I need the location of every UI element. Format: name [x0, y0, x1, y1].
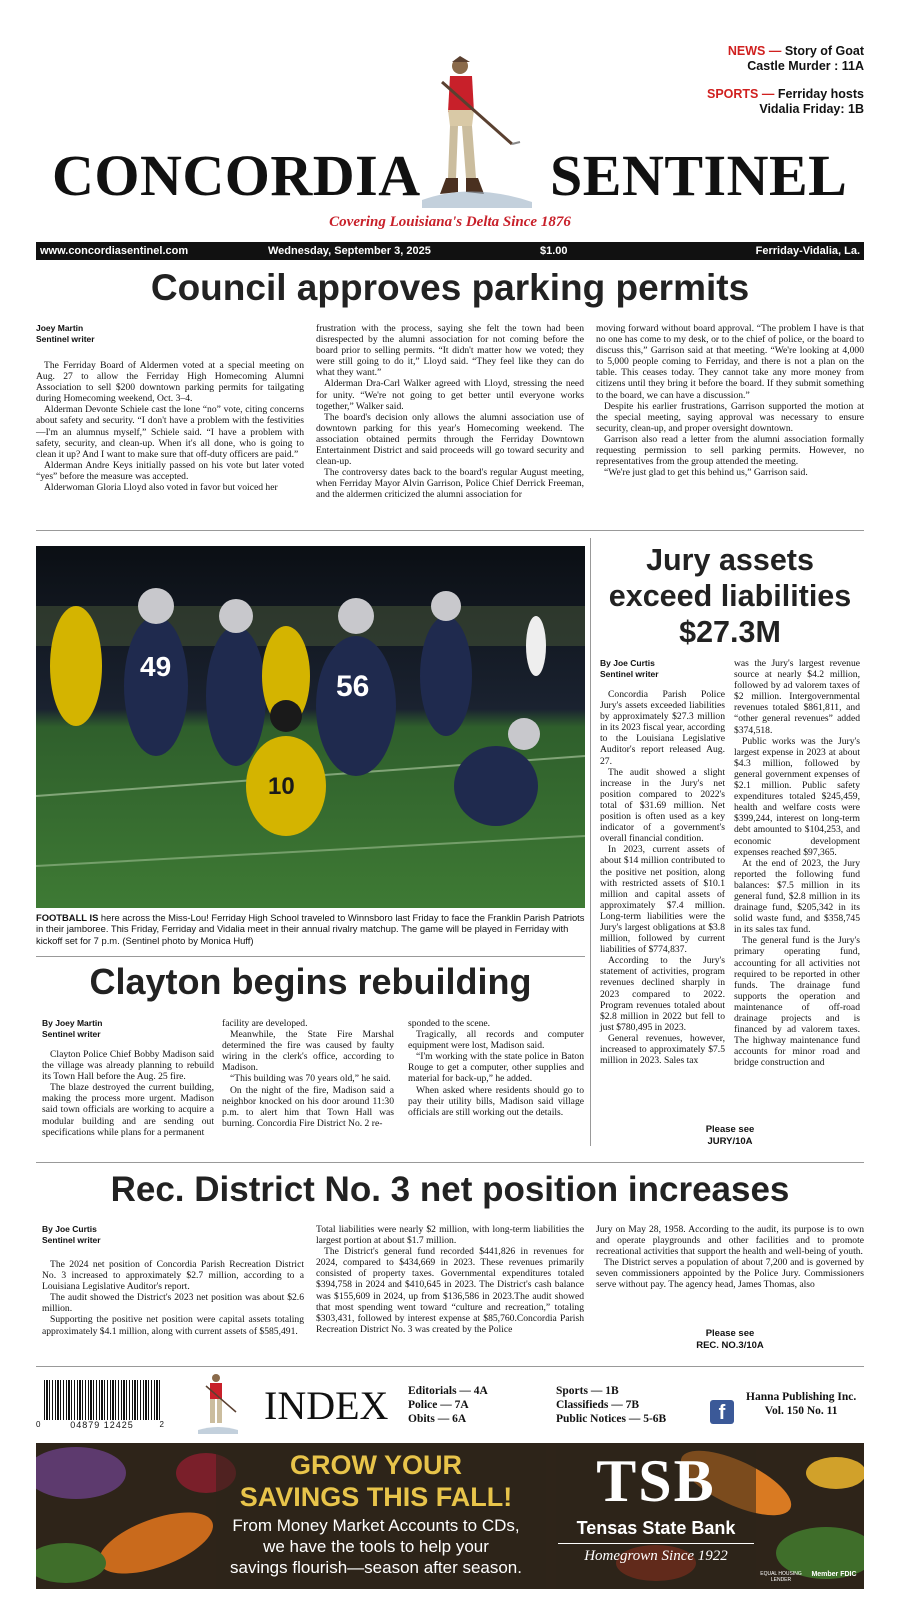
see-also-page: JURY/10A — [707, 1136, 753, 1147]
jersey-number: 49 — [140, 651, 172, 682]
story-headline[interactable]: Clayton begins rebuilding — [89, 961, 532, 1002]
ad-body-line: we have the tools to help your — [263, 1537, 489, 1556]
ad-headline-line: SAVINGS THIS FALL! — [239, 1482, 513, 1512]
paragraph: Despite his earlier frustrations, Garrison supported the motion at the special meeting, saying approval was necessary to ensure security, clean-up, and proper oversight downtown. — [596, 400, 864, 434]
paragraph: Alderman Dra-Carl Walker agreed with Lloyd, stressing the need for unity. “We're not going to get better until everyone works together,” Walker said. — [316, 378, 584, 412]
teaser-kicker: NEWS — — [727, 44, 782, 58]
see-also-page: REC. NO.3/10A — [696, 1340, 764, 1351]
barcode — [36, 1376, 164, 1434]
paragraph: Tragically, all records and computer equipment were lost, Madison said. — [408, 1029, 584, 1052]
photo-caption — [36, 912, 585, 946]
teaser-line: Ferriday hosts — [777, 87, 864, 101]
paragraph: The general fund is the Jury's primary operating fund, accounting for all activities not required to be reported in other funds. The drainage fund supports the operation and maintenance of off-road drainage projects and is financed by ad valorem taxes. The highway maintenance fund accounts for minor road and bridge construction and — [734, 935, 860, 1069]
barcode-left-digit: 0 — [36, 1420, 41, 1429]
byline-name: By Joey Martin — [42, 1018, 103, 1028]
byline-title: Sentinel writer — [42, 1028, 101, 1039]
bank-advertisement[interactable] — [36, 1443, 864, 1589]
bank-slogan: Homegrown Since 1922 — [584, 1548, 728, 1564]
section-divider — [36, 956, 585, 957]
teaser-line: Vidalia Friday: 1B — [759, 102, 864, 116]
index-title: INDEX — [264, 1383, 389, 1428]
paragraph: “We're just glad to get this behind us,” Garrison said. — [604, 467, 808, 479]
index-column — [556, 1384, 666, 1426]
paragraph: Meanwhile, the State Fire Marshal determined the fire was caused by faulty wiring in the clerk's office, according to Madison. — [222, 1029, 394, 1074]
football-photo[interactable] — [36, 546, 585, 908]
paragraph: moving forward without board approval. “The problem I have is that no one has come to my desk, or to the chief of police, or the board to discuss this,” Garrison said at that meeting. “We're looking at 4,000 to 5,000 people coming to Ferriday, and there is not a plan on the table. This ceases today. They cannot take any more money from citizens until they bring it before the board. If they submit something to the board, we can have a discussion.” — [596, 323, 864, 401]
see-also-jury[interactable] — [660, 1124, 800, 1148]
index-entry[interactable]: Editorials — 4A — [408, 1385, 488, 1397]
story-column — [596, 1224, 864, 1291]
caption-lead: FOOTBALL IS — [36, 912, 99, 923]
bank-logo: TSB — [596, 1448, 716, 1514]
masthead-tagline: Covering Louisiana's Delta Since 1876 — [329, 214, 571, 230]
headline-line: $27.3M — [679, 615, 781, 649]
paragraph: was the Jury's largest revenue source at nearly $4.2 million, followed by ad valorem taxes of $2 million. Intergovernmental revenues totaled $861,811, and “other general revenues” added $374,518. — [734, 658, 860, 736]
index-entry[interactable]: Sports — 1B — [556, 1385, 619, 1397]
paragraph: The Ferriday Board of Aldermen voted at a special meeting on Aug. 27 to allow the Ferriday High Homecoming Alumni Association to sell $200 downtown parking permits for tailgating during Homecoming weekend, Oct. 3–4. — [36, 360, 304, 405]
paragraph: When asked where residents should go to pay their utility bills, Madison said village officials are still working out the details. — [408, 1084, 584, 1118]
ad-body-line: From Money Market Accounts to CDs, — [232, 1516, 520, 1535]
website-link[interactable]: www.concordiasentinel.com — [40, 245, 189, 257]
story-column — [596, 323, 864, 478]
index-entry[interactable]: Public Notices — 5-6B — [556, 1413, 667, 1425]
story-column — [734, 658, 860, 1068]
issue-date: Wednesday, September 3, 2025 — [268, 245, 431, 257]
barcode-digits: 04879 12425 — [70, 1420, 134, 1430]
paragraph: The controversy dates back to the board's regular August meeting, when Ferriday Mayor Alvin Garrison, Police Chief Derrick Freeman, and the aldermen criticized the alumni association for — [316, 467, 584, 501]
publisher-name: Hanna Publishing Inc. — [746, 1391, 857, 1403]
story-column — [36, 323, 304, 493]
publisher-block — [746, 1390, 856, 1418]
byline-name: Joey Martin — [36, 323, 84, 333]
teaser-sports[interactable] — [707, 87, 864, 117]
ad-body-line: savings flourish—season after season. — [230, 1558, 522, 1577]
teaser-news[interactable] — [728, 44, 864, 74]
story-column — [316, 1224, 584, 1335]
byline-title: Sentinel writer — [600, 668, 659, 679]
column-divider — [590, 538, 591, 1146]
teaser-kicker: SPORTS — — [707, 87, 775, 101]
info-bar — [36, 242, 864, 260]
byline-title: Sentinel writer — [42, 1234, 101, 1245]
barcode-right-digit: 2 — [159, 1420, 164, 1429]
story-headline[interactable]: Rec. District No. 3 net position increases — [110, 1170, 790, 1209]
paragraph: The board's decision only allows the alumni association use of downtown parking for this year's Homecoming weekend. The association obtained permits through the Ferriday Downtown Entertainment District and said proceeds will go toward security and clean-up. — [316, 411, 584, 468]
paragraph: Supporting the positive net position were capital assets totaling approximately $4.1 million, along with current assets of $585,491. — [42, 1314, 304, 1337]
jersey-number: 10 — [268, 773, 295, 800]
minuteman-logo-icon — [412, 52, 542, 212]
masthead-left-word: CONCORDIA — [52, 143, 421, 208]
barcode-bars — [44, 1380, 162, 1420]
paragraph: According to the Jury's statement of activities, program revenues declined sharply in 2023 compared to 2022. Program revenues totaled about $2.8 million in 2022 but fell to just $780,495 in 2023. — [600, 955, 725, 1033]
ad-divider — [558, 1543, 754, 1544]
paragraph: The audit showed the District's 2023 net position was about $2.6 million. — [42, 1292, 304, 1315]
index-entry[interactable]: Police — 7A — [408, 1399, 469, 1411]
paragraph: “I'm working with the state police in Baton Rouge to get a computer, other supplies and material for back-up,” he added. — [408, 1051, 584, 1085]
byline-name: By Joe Curtis — [42, 1224, 97, 1234]
teaser-line: Castle Murder : 11A — [747, 59, 864, 73]
facebook-icon[interactable]: f — [710, 1400, 734, 1424]
football-photo-illustration — [36, 546, 585, 908]
see-also-rec[interactable] — [660, 1328, 800, 1352]
paragraph: Public works was the Jury's largest expense in 2023 at about $4.3 million, followed by general government expenses of $2.1 million. Public safety expenditures totaled $245,459, health and welfare costs were $399,244, interest on long-term debt amounted to $104,253, and economic development expenses reached $97,365. — [734, 735, 860, 858]
paragraph: The 2024 net position of Concordia Parish Recreation District No. 3 increased to approximately $2.7 million, according to a Louisiana Legislative Auditor's report. — [42, 1259, 304, 1293]
story-column — [42, 1224, 304, 1337]
paragraph: General revenues, however, increased to approximately $7.5 million in 2023. Sales tax — [600, 1032, 725, 1067]
masthead-right-word: SENTINEL — [550, 143, 848, 208]
paragraph: Alderman Devonte Schiele cast the lone “no” vote, citing concerns about safety and security. “I don't have a problem with the festivities—I'm an alumnus myself,” Schiele said. “I have a problem with safety, security, and clean-up. When it's all done, who is going to clean it up? And I want to make sure that off-duty officers are paid.” — [36, 404, 304, 460]
location: Ferriday-Vidalia, La. — [755, 245, 860, 257]
jersey-number: 56 — [336, 670, 370, 703]
paragraph: Total liabilities were nearly $2 million, with long-term liabilities the largest portion at about $1.7 million. — [316, 1224, 584, 1247]
price: $1.00 — [540, 245, 568, 257]
paragraph: The District serves a population of about 7,200 and is governed by seven commissioners appointed by the Police Jury. Commissioners serve without pay. The agency head, James Thomas, also — [596, 1257, 864, 1291]
fdic-badge: Member FDIC — [811, 1571, 857, 1578]
paragraph: facility are developed. — [222, 1018, 308, 1029]
see-also-label: Please see — [705, 1124, 755, 1135]
section-divider — [36, 1366, 864, 1367]
story-column — [408, 1018, 584, 1118]
see-also-label: Please see — [705, 1328, 755, 1339]
paragraph: The audit showed a slight increase in the Jury's net position compared to 2022's total of $31.69 million. Net position is often used as a key indicator of a government's overall financial condition. — [600, 766, 725, 845]
minuteman-small-icon — [196, 1372, 240, 1434]
headline-line: Jury assets — [646, 543, 814, 577]
paragraph: Concordia Parish Police Jury's assets exceeded liabilities by approximately $27.3 million in its 2023 fiscal year, according to the Louisiana Legislative Auditor's report released Aug. 27. — [600, 689, 725, 767]
story-column — [316, 323, 584, 501]
paragraph: The District's general fund recorded $441,826 in revenues for 2024, compared to $434,669 in 2023. These revenues primarily consisted of property taxes. Governmental expenditures totaled $394,758 in 2024 and $410,645 in 2023. The District's cash balance was $155,609 in 2024, up from $136,586 in 2023.The audit showed that most spending went toward “culture and recreation,” totaling $303,431, followed by interest expense at $85,760.Concordia Parish Recreation District No. 3 was created by the Police — [316, 1246, 584, 1335]
paragraph: The blaze destroyed the current building, making the process more urgent. Madison said town officials are working to acquire a modular building and are sending out specifications while plans for a permanent — [42, 1082, 214, 1138]
byline-title: Sentinel writer — [36, 333, 95, 344]
story-headline[interactable]: Council approves parking permits — [150, 267, 750, 308]
byline-name: By Joe Curtis — [600, 658, 655, 668]
ad-headline-line: GROW YOUR — [289, 1450, 462, 1480]
paragraph: Alderwoman Gloria Lloyd also voted in favor but voiced her — [44, 482, 278, 494]
section-divider — [36, 1162, 864, 1163]
index-column — [408, 1384, 488, 1426]
paragraph: Clayton Police Chief Bobby Madison said the village was already planning to rebuild its Town Hall before the Aug. 25 fire. — [42, 1049, 214, 1083]
paragraph: On the night of the fire, Madison said a neighbor knocked on his door around 11:30 p.m. to alert him that Town Hall was burning. Concordia Fire District No. 2 re- — [222, 1084, 394, 1129]
equal-housing-badge: EQUAL HOUSING LENDER — [760, 1571, 802, 1583]
paragraph: sponded to the scene. — [408, 1018, 491, 1029]
caption-text: here across the Miss-Lou! Ferriday High School traveled to Winnsboro last Friday to face the Franklin Parish Patriots in their jamboree. This Friday, Ferriday and Vidalia meet in their annual rivalry matchup. The game will be played in Ferriday with kickoff set for 7 p.m. (Sentinel photo by Monica Huff) — [36, 912, 585, 946]
volume-number: Vol. 150 No. 11 — [764, 1405, 838, 1417]
section-divider — [36, 530, 864, 531]
paragraph: Garrison also read a letter from the alumni association formally requesting permission to sell parking permits. However, no representatives from the group attended the meeting. — [596, 433, 864, 468]
index-entry[interactable]: Obits — 6A — [408, 1413, 467, 1425]
paragraph: At the end of 2023, the Jury reported the following fund balances: $7.5 million in its general fund, $2.8 million in its drainage fund, $205,342 in its solid waste fund, and $358,745 in its sales tax fund. — [734, 857, 860, 936]
paragraph: frustration with the process, saying she felt the town had been disrespected by the alumni association for not coming before the board prior to selling permits. “It didn't matter how we voted; they were still going to do it,” Lloyd said. “They feel like they can do what they want.” — [316, 323, 584, 379]
paragraph: “This building was 70 years old,” he said. — [230, 1073, 391, 1085]
paragraph: Alderman Andre Keys initially passed on his vote but later voted “yes” before the measure was accepted. — [36, 459, 304, 482]
story-column — [600, 658, 725, 1066]
paragraph: Jury on May 28, 1958. According to the audit, its purpose is to own and operate playgrounds and other facilities and to promote recreational activities that support the health and well-being of youth. — [596, 1224, 864, 1258]
ad-headline — [206, 1449, 546, 1513]
paragraph: In 2023, current assets of about $14 million contributed to the positive net position, along with restricted assets of $10.1 million and capital assets of approximately $7.4 million. Long-term liabilities were the Jury's largest obligations at $3.8 million, followed by current liabilities of $774,837. — [600, 844, 725, 956]
index-entry[interactable]: Classifieds — 7B — [556, 1399, 640, 1411]
bank-name: Tensas State Bank — [576, 1518, 736, 1538]
ad-body — [206, 1515, 546, 1578]
teaser-line: Story of Goat — [784, 44, 864, 58]
story-headline[interactable] — [596, 542, 864, 650]
headline-line: exceed liabilities — [608, 579, 852, 613]
story-column — [222, 1018, 394, 1129]
story-column — [42, 1018, 214, 1138]
